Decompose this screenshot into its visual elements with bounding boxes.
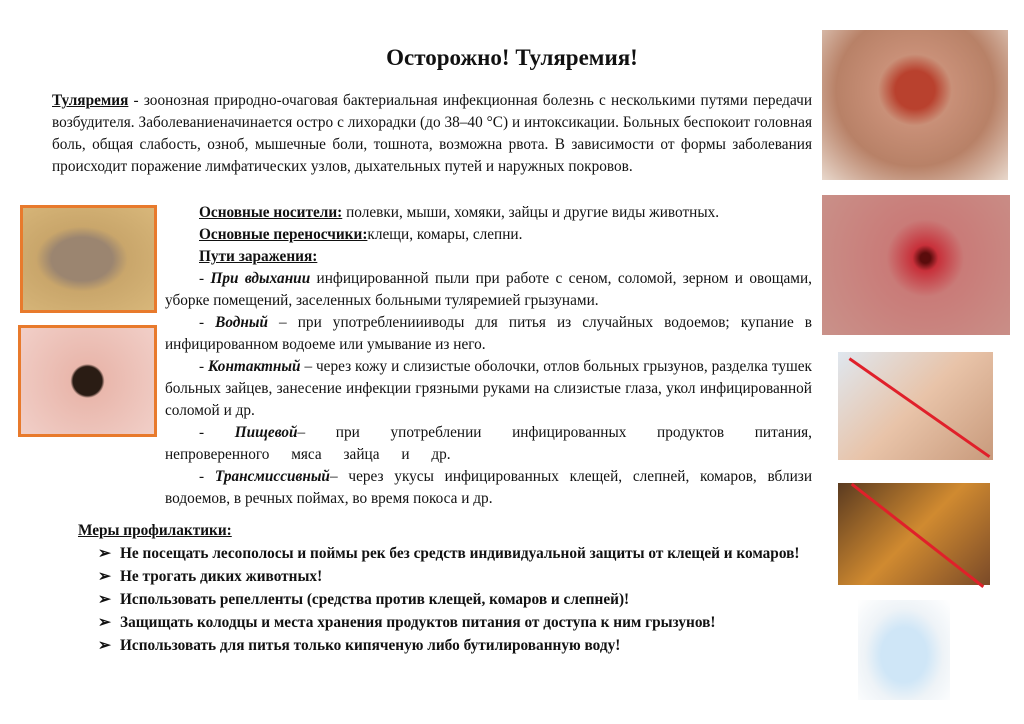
- tick-photo: [18, 325, 157, 437]
- route-name: Пищевой: [234, 424, 298, 441]
- route-text: – при употреблении инфицированных продуктов питания, непроверенного мяса зайца и др.: [165, 424, 813, 463]
- route-text: инфицированной пыли при работе с сеном, соломой, зерном и овощами, уборке помещений, заселенных больными туляремией грызунами.: [165, 270, 812, 309]
- skin-bite-wound-photo: [822, 195, 1010, 335]
- hosts-text: полевки, мыши, хомяки, зайцы и другие виды животных.: [342, 204, 720, 221]
- prevention-item: [98, 565, 812, 588]
- intro-term: Туляремия: [52, 92, 129, 109]
- arrow-bullet-icon: ➢: [98, 591, 111, 608]
- route-item: - При вдыхании инфицированной пыли при работе с сеном, соломой, зерном и овощами, уборке помещений, заселенных больными туляремией грызунами.: [165, 270, 812, 309]
- route-name: Контактный: [208, 358, 301, 375]
- route-item: - Трансмиссивный– через укусы инфицированных клещей, слепней, комаров, вблизи водоемов, в речных поймах, во время покоса и др.: [165, 468, 813, 507]
- prevention-text: Использовать для питья только кипяченую либо бутилированную воду!: [120, 637, 621, 654]
- prohibition-slash: [851, 483, 985, 588]
- intro-paragraph: [52, 90, 812, 178]
- electric-kettle-photo: [858, 600, 950, 700]
- hosts-label: Основные носители:: [199, 204, 343, 221]
- prevention-text: Использовать репелленты (средства против клещей, комаров и слепней)!: [120, 591, 630, 608]
- route-name: Трансмиссивный: [214, 468, 330, 485]
- prevention-item: [98, 611, 812, 634]
- skin-ulcer-finger-photo: [822, 30, 1008, 180]
- route-text: – через кожу и слизистые оболочки, отлов больных грызунов, разделка тушек больных зайцев, занесение инфекции грязными руками на слизистые глаза, укол инфицированной соломой и др.: [165, 358, 812, 419]
- prevention-text: Не трогать диких животных!: [120, 568, 323, 585]
- route-name: При вдыхании: [210, 270, 311, 287]
- prevention-item: [98, 634, 812, 657]
- vectors-text: клещи, комары, слепни.: [367, 226, 523, 243]
- prevention-item: [98, 588, 812, 611]
- intro-text: - зоонозная природно-очаговая бактериальная инфекционная болезнь с несколькими путями передачи возбудителя. Заболеваниеначинается остро с лихорадки (до 38–40 °С) и интоксикации. Больных беспокоит головная боль, общая слабость, озноб, мышечные боли, тошнота, возможна рвота. В зависимости от формы заболевания происходит поражение лимфатических узлов, дыхательных путей и наружных покровов.: [52, 92, 812, 175]
- arrow-bullet-icon: ➢: [98, 545, 111, 562]
- route-text: – через укусы инфицированных клещей, слепней, комаров, вблизи водоемов, в речных поймах, во время покоса и др.: [165, 468, 813, 507]
- prevention-item: [98, 542, 812, 565]
- prevention-text: Не посещать лесополосы и поймы рек без средств индивидуальной защиты от клещей и комаров!: [120, 545, 800, 562]
- prohibition-slash: [849, 357, 990, 457]
- page-title: Осторожно! Туляремия!: [386, 45, 638, 70]
- route-item: - Водный – при употреблениииводы для питья из случайных водоемов; купание в инфицированном водоеме или умывание из него.: [165, 314, 812, 353]
- mouse-photo: [20, 205, 157, 313]
- route-text: – при употреблениииводы для питья из случайных водоемов; купание в инфицированном водоеме или умывание из него.: [165, 314, 812, 353]
- route-item: - Пищевой– при употреблении инфицированных продуктов питания, непроверенного мяса зайца и др.: [165, 424, 813, 463]
- rodent-on-food-prohibited-photo: [838, 483, 990, 585]
- route-name: Водный: [215, 314, 268, 331]
- prevention-label: Меры профилактики:: [78, 522, 232, 539]
- prevention-text: Защищать колодцы и места хранения продуктов питания от доступа к ним грызунов!: [120, 614, 716, 631]
- holding-rodent-prohibited-photo: [838, 352, 993, 460]
- route-item: - Контактный – через кожу и слизистые оболочки, отлов больных грызунов, разделка тушек больных зайцев, занесение инфекции грязными руками на слизистые глаза, укол инфицированной соломой и др.: [165, 358, 812, 419]
- arrow-bullet-icon: ➢: [98, 614, 111, 631]
- routes-label: Пути заражения:: [199, 248, 318, 265]
- routes-section: [165, 202, 812, 510]
- prevention-section: [78, 520, 812, 657]
- arrow-bullet-icon: ➢: [98, 637, 111, 654]
- vectors-label: Основные переносчики:: [199, 226, 368, 243]
- arrow-bullet-icon: ➢: [98, 568, 111, 585]
